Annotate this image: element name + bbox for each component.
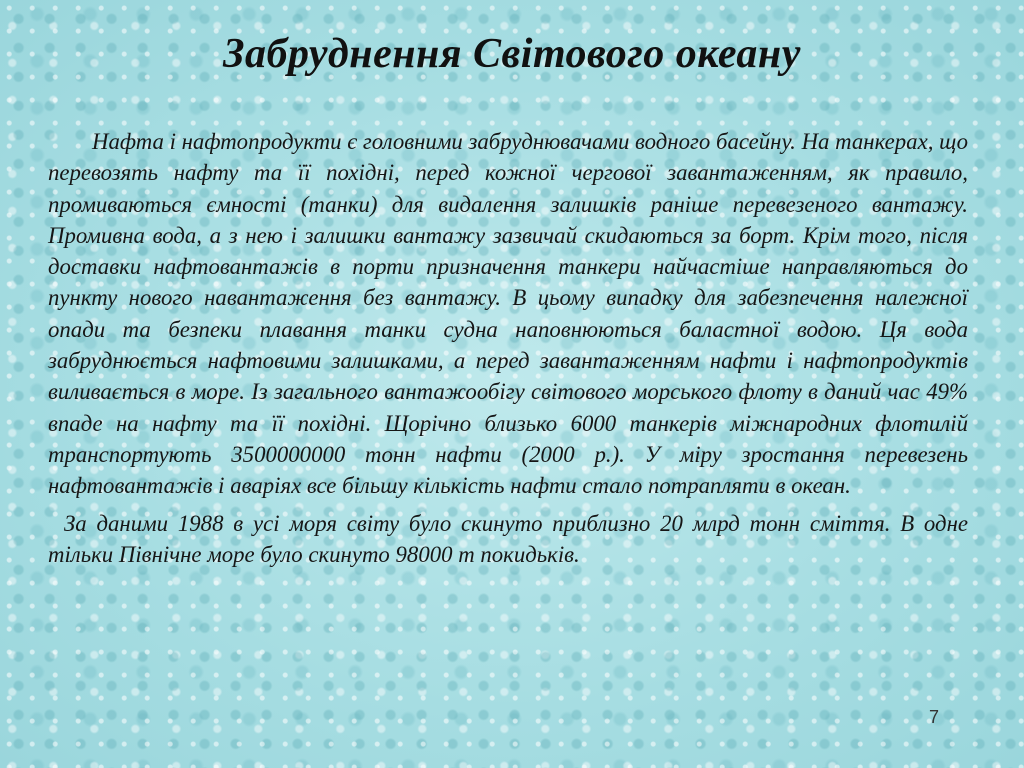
slide-body xyxy=(48,126,968,570)
body-paragraph-2: За даними 1988 в усі моря світу було скинуто приблизно 20 млрд тонн сміття. В одне тільки Північне море було скинуто 98000 т покидьків. xyxy=(48,510,968,567)
body-paragraph-1: Нафта і нафтопродукти є головними забруднювачами водного басейну. На танкерах, що перевозять нафту та її похідні, перед кожної чергової завантаженням, як правило, промиваються ємності (танки) для видалення залишків раніше перевезеного вантажу. Промивна вода, а з нею і залишки вантажу зазвичай скидаються за борт. Крім того, після доставки нафтовантажів в порти призначення танкери найчастіше направляються до пункту нового навантаження без вантажу. В цьому випадку для забезпечення належної опади та безпеки плавання танки судна наповнюються баластної водою. Ця вода забруднюється нафтовими залишками, а перед завантаженням нафти і нафтопродуктів виливається в море. Із загального вантажообігу світового морського флоту в даний час 49% впаде на нафту та її похідні. Щорічно близько 6000 танкерів міжнародних флотилій транспортують 3500000000 тонн нафти (2000 р.). У міру зростання перевезень нафтовантажів і аваріях все більшу кількість нафти стало потрапляти в океан. xyxy=(48,129,968,499)
page-number: 7 xyxy=(928,707,939,727)
slide-title: Забруднення Світового океану xyxy=(223,31,801,77)
